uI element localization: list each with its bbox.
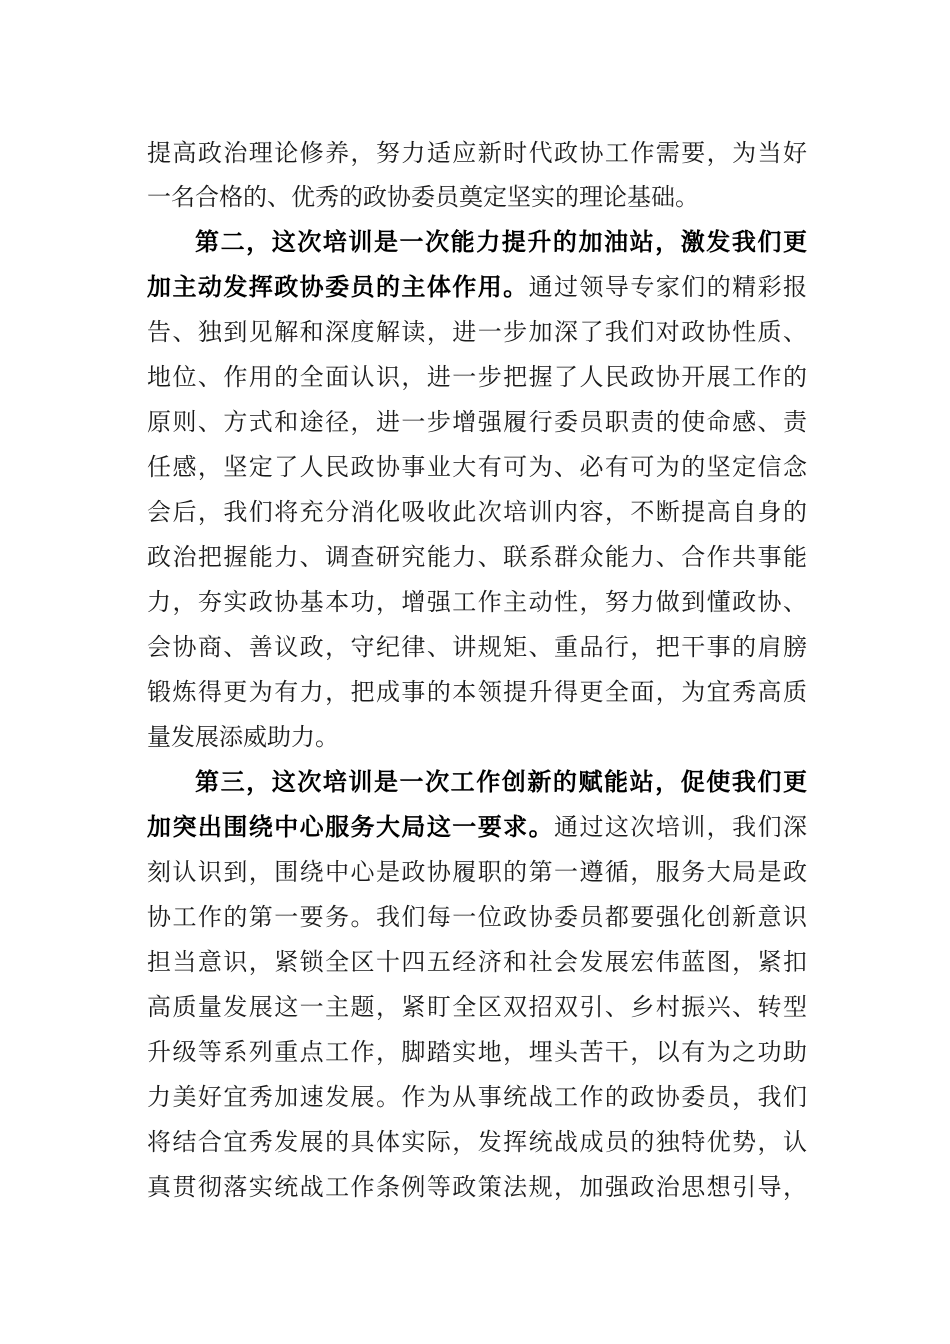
text-segment: 协工作的第一要务。我们每一位政协委员都要强化创新意识 — [147, 903, 807, 931]
bold-heading-segment: 加主动发挥政协委员的主体作用。 — [147, 272, 529, 301]
paragraph-heading-line — [195, 226, 807, 258]
text-line — [147, 676, 807, 708]
text-segment: 会协商、善议政，守纪律、讲规矩、重品行，把干事的肩膀 — [147, 633, 807, 661]
text-segment: 任感，坚定了人民政协事业大有可为、必有可为的坚定信念 — [147, 453, 807, 481]
text-line — [147, 181, 807, 213]
text-line — [147, 901, 807, 933]
paragraph-heading-line — [195, 766, 807, 798]
text-segment: 高质量发展这一主题，紧盯全区双招双引、乡村振兴、转型 — [147, 993, 807, 1021]
text-segment: 量发展添威助力。 — [147, 723, 339, 751]
bold-heading-segment: 第三，这次培训是一次工作创新的赋能站，促使我们更 — [195, 767, 807, 796]
text-line — [147, 811, 807, 843]
text-segment: 刻认识到，围绕中心是政协履职的第一遵循，服务大局是政 — [147, 858, 807, 886]
text-segment: 告、独到见解和深度解读，进一步加深了我们对政协性质、 — [147, 318, 807, 346]
text-segment: 力美好宜秀加速发展。作为从事统战工作的政协委员，我们 — [147, 1083, 807, 1111]
text-segment: 会后，我们将充分消化吸收此次培训内容，不断提高自身的 — [147, 498, 807, 526]
text-line — [147, 856, 807, 888]
text-line — [147, 1081, 807, 1113]
text-line — [147, 721, 807, 753]
text-line — [147, 406, 807, 438]
text-segment: 力，夯实政协基本功，增强工作主动性，努力做到懂政协、 — [147, 588, 807, 616]
text-segment: 政治把握能力、调查研究能力、联系群众能力、合作共事能 — [147, 543, 807, 571]
text-line — [147, 541, 807, 573]
text-line — [147, 1171, 807, 1203]
text-segment: 将结合宜秀发展的具体实际，发挥统战成员的独特优势，认 — [147, 1128, 807, 1156]
text-segment: 原则、方式和途径，进一步增强履行委员职责的使命感、责 — [147, 408, 807, 436]
text-line — [147, 1126, 807, 1158]
text-segment: 升级等系列重点工作，脚踏实地，埋头苦干，以有为之功助 — [147, 1038, 807, 1066]
text-line — [147, 271, 807, 303]
text-line — [147, 451, 807, 483]
text-line — [147, 137, 807, 169]
text-line — [147, 361, 807, 393]
text-segment: 锻炼得更为有力，把成事的本领提升得更全面，为宜秀高质 — [147, 678, 807, 706]
text-segment: 真贯彻落实统战工作条例等政策法规，加强政治思想引导， — [147, 1173, 807, 1201]
text-line — [147, 316, 807, 348]
text-segment: 提高政治理论修养，努力适应新时代政协工作需要，为当好 — [147, 139, 807, 167]
text-segment: 通过这次培训，我们深 — [554, 813, 807, 841]
text-line — [147, 496, 807, 528]
text-segment: 通过领导专家们的精彩报 — [528, 273, 807, 301]
text-line — [147, 1036, 807, 1068]
text-line — [147, 991, 807, 1023]
text-line — [147, 631, 807, 663]
text-segment: 一名合格的、优秀的政协委员奠定坚实的理论基础。 — [147, 183, 699, 211]
bold-heading-segment: 加突出围绕中心服务大局这一要求。 — [147, 812, 555, 841]
text-line — [147, 946, 807, 978]
bold-heading-segment: 第二，这次培训是一次能力提升的加油站，激发我们更 — [195, 227, 807, 256]
text-segment: 担当意识，紧锁全区十四五经济和社会发展宏伟蓝图，紧扣 — [147, 948, 807, 976]
text-line — [147, 586, 807, 618]
text-segment: 地位、作用的全面认识，进一步把握了人民政协开展工作的 — [147, 363, 807, 391]
